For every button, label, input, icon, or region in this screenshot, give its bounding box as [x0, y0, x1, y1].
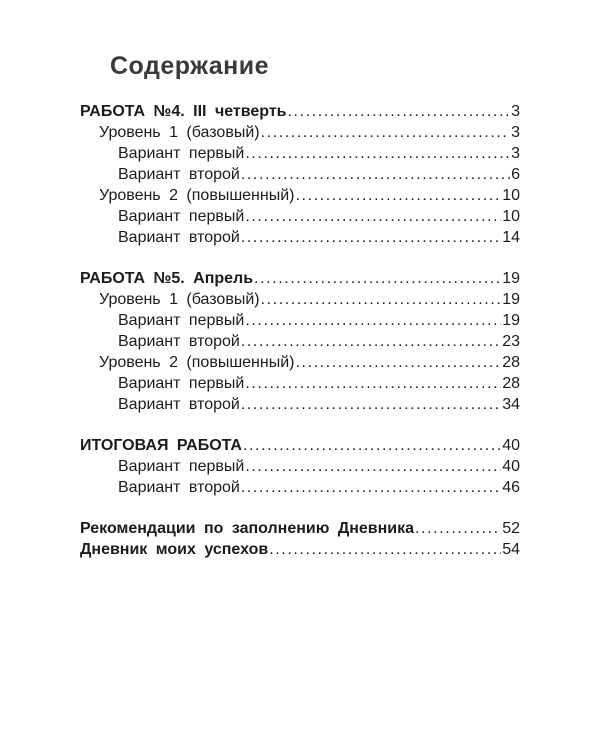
- toc-entry-label: Вариант второй: [118, 396, 240, 413]
- leader-dots: [254, 268, 501, 289]
- toc-entry[interactable]: [80, 268, 520, 289]
- toc-entry-page: 54: [502, 541, 520, 558]
- toc-entry-page: 34: [502, 396, 520, 413]
- toc-entry-label: РАБОТА №4. III четверть: [80, 103, 287, 120]
- leader-dots: [295, 185, 501, 206]
- toc-entry-label: Уровень 2 (повышенный): [99, 354, 295, 371]
- leader-dots: [261, 289, 502, 310]
- leader-dots: [243, 435, 501, 456]
- toc-entry-label: Вариант первый: [118, 458, 245, 475]
- toc-entry-page: 28: [502, 354, 520, 371]
- toc-entry-page: 28: [502, 375, 520, 392]
- toc-entry-page: 52: [502, 520, 520, 537]
- toc-entry[interactable]: [80, 373, 520, 394]
- toc-entry-page: 6: [511, 166, 520, 183]
- toc-section-work-5: [80, 268, 520, 415]
- toc-entry-page: 40: [502, 458, 520, 475]
- toc-entry-page: 3: [511, 124, 520, 141]
- leader-dots: [245, 310, 501, 331]
- leader-dots: [241, 164, 510, 185]
- toc-entry-label: Уровень 1 (базовый): [99, 124, 260, 141]
- leader-dots: [241, 331, 501, 352]
- toc-entry-label: Уровень 2 (повышенный): [99, 187, 295, 204]
- toc-entry[interactable]: [80, 518, 520, 539]
- toc-entry-page: 3: [511, 145, 520, 162]
- toc-entry[interactable]: [80, 206, 520, 227]
- toc-entry[interactable]: [80, 143, 520, 164]
- toc-section-appendix: [80, 518, 520, 560]
- toc-entry[interactable]: [80, 477, 520, 498]
- toc-entry-label: Вариант первый: [118, 145, 245, 162]
- leader-dots: [295, 352, 501, 373]
- toc-entry-label: Вариант второй: [118, 229, 240, 246]
- leader-dots: [245, 456, 501, 477]
- toc-entry[interactable]: [80, 227, 520, 248]
- toc-entry-label: Вариант второй: [118, 333, 240, 350]
- toc-entry-page: 46: [502, 479, 520, 496]
- leader-dots: [241, 227, 501, 248]
- toc-entry-label: Вариант первый: [118, 375, 245, 392]
- toc-entry-label: Уровень 1 (базовый): [99, 291, 260, 308]
- toc-entry[interactable]: [80, 539, 520, 560]
- toc-entry-label: Вариант второй: [118, 166, 240, 183]
- leader-dots: [245, 143, 510, 164]
- toc-section-final-work: [80, 435, 520, 498]
- toc-entry-label: Рекомендации по заполнению Дневника: [80, 520, 415, 537]
- table-of-contents: [80, 101, 520, 580]
- leader-dots: [245, 206, 501, 227]
- toc-entry[interactable]: [80, 101, 520, 122]
- toc-entry-page: 19: [502, 270, 520, 287]
- toc-entry[interactable]: [80, 164, 520, 185]
- toc-entry-label: РАБОТА №5. Апрель: [80, 270, 254, 287]
- leader-dots: [415, 518, 501, 539]
- toc-entry-page: 19: [502, 291, 520, 308]
- page-title: Содержание: [110, 52, 270, 80]
- toc-entry-label: Вариант первый: [118, 208, 245, 225]
- toc-entry-page: 10: [502, 208, 520, 225]
- toc-entry[interactable]: [80, 122, 520, 143]
- leader-dots: [269, 539, 501, 560]
- leader-dots: [245, 373, 501, 394]
- leader-dots: [288, 101, 511, 122]
- toc-entry[interactable]: [80, 185, 520, 206]
- toc-entry-page: 14: [502, 229, 520, 246]
- leader-dots: [261, 122, 511, 143]
- toc-entry[interactable]: [80, 352, 520, 373]
- toc-entry[interactable]: [80, 435, 520, 456]
- toc-entry-label: Вариант второй: [118, 479, 240, 496]
- toc-entry-page: 40: [502, 437, 520, 454]
- toc-entry-page: 23: [502, 333, 520, 350]
- toc-entry-page: 3: [511, 103, 520, 120]
- toc-entry-label: ИТОГОВАЯ РАБОТА: [80, 437, 242, 454]
- toc-entry-page: 10: [502, 187, 520, 204]
- toc-section-work-4: [80, 101, 520, 248]
- toc-entry-label: Дневник моих успехов: [80, 541, 269, 558]
- leader-dots: [241, 394, 501, 415]
- toc-entry-page: 19: [502, 312, 520, 329]
- leader-dots: [241, 477, 501, 498]
- toc-entry[interactable]: [80, 456, 520, 477]
- toc-entry[interactable]: [80, 331, 520, 352]
- toc-entry[interactable]: [80, 394, 520, 415]
- toc-entry[interactable]: [80, 289, 520, 310]
- toc-entry[interactable]: [80, 310, 520, 331]
- toc-entry-label: Вариант первый: [118, 312, 245, 329]
